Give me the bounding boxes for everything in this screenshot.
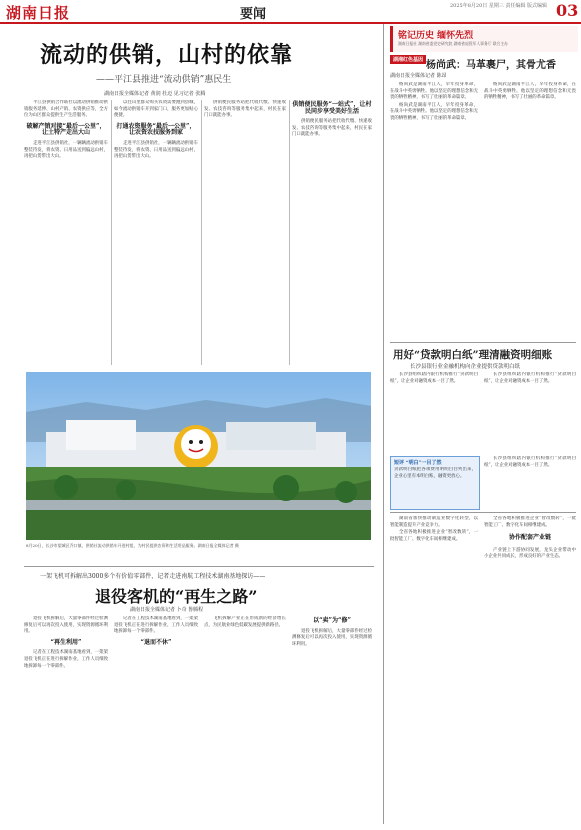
lead-column-1 [24,100,108,365]
lead-headline[interactable]: 流动的供销，山村的依靠 [40,42,294,68]
right-bottom-column-1 [390,516,478,826]
bottom-column-4 [292,616,372,826]
commentary-tag [394,459,442,466]
photo-caption: 8月20日，长沙市望城区乔口镇，供销社流动供销车开进村组，为村民提供农资和生活用品服务。湖南日报全媒体记者 摄 [26,543,239,548]
column-divider [289,100,290,365]
history-banner [390,26,578,52]
right-middle-paragraph: 长沙县组织辖内银行机构推行“贷款明白纸”，让企业对融资成本一目了然。 [484,372,576,384]
lead-paragraph: 走进平江县供销社，一辆辆流动供销车整装待发，将农资、日用品送到偏远山村，再把山货带出大山。 [114,140,198,160]
lead-section-heading: 打通农资服务“最后一公里”，让农资农技服务到家 [116,122,196,137]
right-top-paragraph: 杨尚武是湖南平江人，早年投身革命，在战斗中英勇牺牲。他以坚定的理想信念和无畏的牺牲精神，书写了壮丽的革命篇章。 [390,102,478,121]
column-divider [201,100,202,365]
right-middle-column-1 [390,372,478,452]
right-middle-column-3 [484,456,576,508]
right-top-paragraph: 杨尚武是湖南平江人，早年投身革命，在战斗中英勇牺牲。他以坚定的理想信念和无畏的牺牲精神，书写了壮丽的革命篇章。 [484,82,576,101]
lead-subtitle: ——平江县推进“流动供销”惠民生 [96,75,232,85]
issue-date: 2025年8月20日 星期三 责任编辑 版式编辑 [450,3,548,9]
bottom-column-2 [114,616,198,826]
bottom-article-kicker: 一架飞机可拆解出3000多个有价值零部件，记者走进南航工程技术湖南基地探访—— [40,573,266,580]
right-middle-paragraph: 长沙县组织辖内银行机构推行“贷款明白纸”，让企业对融资成本一目了然。 [390,372,478,384]
right-bottom-paragraph: 全省各地积极推进企业“智改数转”，一批智能工厂、数字化车间相继建成。 [484,516,576,528]
factory-photo-illustration [26,372,371,540]
bottom-section-heading: “再生利用” [50,638,82,646]
section-divider [390,512,576,513]
section-divider [390,342,576,343]
bottom-paragraph: 记者在工程技术湖南基地看到，一架架退役飞机正在进行拆解作业，工作人员细致地拆卸每一个零部件。 [24,650,108,669]
bottom-section-heading: “退而不休” [140,638,172,646]
bottom-column-1 [24,616,108,826]
right-middle-paragraph: 长沙县组织辖内银行机构推行“贷款明白纸”，让企业对融资成本一目了然。 [484,456,576,468]
right-bottom-paragraph: 全省各地积极推进企业“智改数转”，一批智能工厂、数字化车间相继建成。 [390,530,478,542]
lead-paragraph: 以往山里群众购买农资需要跑到县城，如今流动供销车开到家门口，服务更加贴心便捷。 [114,100,198,119]
right-middle-subtitle: 长沙县银行业金融机构向企业提供贷款明白纸 [410,364,521,370]
red-gene-tag: 湖湘红色基因 [390,55,426,64]
page-number: 03 [556,1,579,20]
page-column-divider [383,24,384,824]
right-top-byline: 湖南日报全媒体记者 陈昂 [390,73,447,79]
bottom-column-3 [204,616,286,826]
right-top-column-2 [484,82,576,337]
right-bottom-section-heading: 协作配套产业链 [508,534,551,542]
lead-column-3 [204,100,286,365]
right-bottom-paragraph: 湖南省加快推动制造业数字化转型，以智能制造提升产业竞争力。 [390,516,478,528]
commentary-tag-label: 短评 [394,460,405,466]
right-top-headline[interactable]: 杨尚武：马革裹尸，其骨尤香 [426,60,556,71]
right-top-column-1 [390,82,478,337]
history-banner-title: 铭记历史 缅怀先烈 [398,31,474,41]
bottom-article-byline: 湖南日报全媒体记者 卜奇 鲁腾程 [130,607,204,613]
section-divider [24,566,374,567]
commentary-title: “明白”一目了然 [405,460,442,466]
bottom-paragraph: 退役飞机拆解后，大量零部件经过检测修复后可以再次投入使用，实现资源循环利用。 [24,616,108,635]
lead-column-4 [292,100,372,365]
section-title: 要闻 [240,7,267,22]
right-bottom-column-2 [484,516,576,826]
lead-paragraph: 供销便民服务站把代收代缴、快递收发、农技咨询等服务集中起来，村民在家门口就能办事。 [204,100,286,119]
lead-section-heading: 供销便民服务“一站式”，让村民同步享受美好生活 [292,101,372,115]
lead-column-2 [114,100,198,365]
commentary-text: 贷款明白纸把各项费用明明白白列出来，企业心里有本明白账，融资更放心。 [394,467,476,479]
lead-section-heading: 破解产销对接“最后一公里”，让土特产走出大山 [26,122,106,137]
bottom-paragraph: 退役飞机拆解后，大量零部件经过检测修复后可以再次投入使用，实现资源循环利用。 [292,628,372,647]
history-banner-kicker: 湖南日报社 湖南省委党史研究院 湖南省退役军人事务厅 联合主办 [398,41,508,46]
commentary-box [390,456,480,510]
column-divider [111,100,112,365]
bottom-paragraph: 记者在工程技术湖南基地看到，一架架退役飞机正在进行拆解作业，工作人员细致地拆卸每一个零部件。 [114,616,198,635]
right-middle-headline[interactable]: 用好“贷款明白纸”理清融资明细账 [393,349,553,361]
right-bottom-paragraph: 产业链上下游协同发展，龙头企业带动中小企业共同成长，形成良好的产业生态。 [484,547,576,560]
lead-paragraph: 平江县供销合作联社以流动供销推动供销服务延伸、山村产销、农资供应等，全方位为山区群众提供生产生活服务。 [24,100,108,119]
lead-photo[interactable] [26,372,371,540]
bottom-paragraph: 飞机拆解产业正在形成新的经济增长点，为民航业绿色低碳发展提供新路径。 [204,616,286,628]
newspaper-logo: 湖南日报 [6,4,71,22]
right-middle-column-2 [484,372,576,452]
bottom-article-headline[interactable]: 退役客机的“再生之路” [95,587,258,606]
bottom-section-heading: 以“卖”为“修” [313,617,351,624]
lead-paragraph: 走进平江县供销社，一辆辆流动供销车整装待发，将农资、日用品送到偏远山村，再把山货带出大山。 [24,140,108,160]
right-top-paragraph: 杨尚武是湖南平江人，早年投身革命，在战斗中英勇牺牲。他以坚定的理想信念和无畏的牺牲精神，书写了壮丽的革命篇章。 [390,82,478,101]
lead-paragraph: 供销便民服务站把代收代缴、快递收发、农技咨询等服务集中起来，村民在家门口就能办事。 [292,119,372,138]
lead-byline: 湖南日报全媒体记者 黄润 杜迈 见习记者 张腾 [104,91,206,97]
